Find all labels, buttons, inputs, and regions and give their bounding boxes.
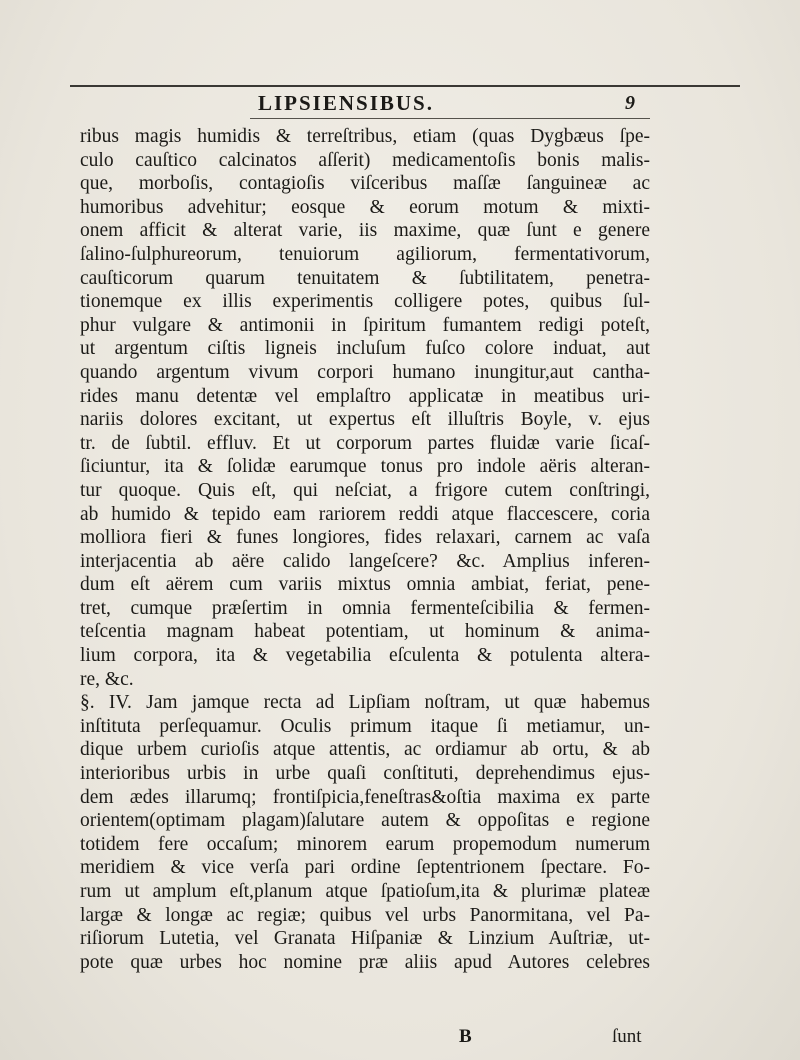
- text-line: ut argentum ciſtis ligneis incluſum fuſco colore induat, aut: [80, 338, 650, 360]
- text-line: quando argentum vivum corpori humano inungitur,aut cantha-: [80, 361, 650, 383]
- text-line: rides manu detentæ vel emplaſtro applicatæ in meatibus uri-: [80, 385, 650, 407]
- text-line: ſiciuntur, ita & ſolidæ earumque tonus pro indole aëris alteran-: [80, 456, 650, 478]
- text-line: totidem fere occaſum; minorem earum propemodum numerum: [80, 833, 650, 855]
- text-line: ſalino-ſulphureorum, tenuiorum agiliorum, fermentativorum,: [80, 243, 650, 265]
- text-line: dem ædes illarumq; frontiſpicia,feneſtras&oſtia maxima ex parte: [80, 786, 650, 808]
- text-line: interioribus urbis in urbe quaſi conſtituti, deprehendimus ejus-: [80, 763, 650, 785]
- text-line: orientem(optimam plagam)ſalutare autem & oppoſitas e regione: [80, 810, 650, 832]
- text-line: phur vulgare & antimonii in ſpiritum fumantem redigi poteſt,: [80, 314, 650, 336]
- page-footer: [0, 1026, 800, 1052]
- header-rule: [250, 118, 650, 119]
- text-line: culo cauſtico calcinatos aſſerit) medicamentoſis bonis malis-: [80, 149, 650, 171]
- page-header: [0, 90, 800, 120]
- text-line: que, morboſis, contagioſis viſceribus maſſæ ſanguineæ ac: [80, 173, 650, 195]
- text-line: pote quæ urbes hoc nomine præ aliis apud Autores celebres: [80, 951, 650, 973]
- text-line: riſiorum Lutetia, vel Granata Hiſpaniæ & Linzium Auſtriæ, ut-: [80, 928, 650, 950]
- text-line: onem afficit & alterat varie, iis maxime, quæ ſunt e genere: [80, 220, 650, 242]
- text-line: dique urbem curioſis atque attentis, ac ordiamur ab ortu, & ab: [80, 739, 650, 761]
- text-line: teſcentia magnam habeat potentiam, ut hominum & anima-: [80, 621, 650, 643]
- text-line: lium corpora, ita & vegetabilia eſculenta & potulenta altera-: [80, 645, 650, 667]
- text-line: tur quoque. Quis eſt, qui neſciat, a frigore cutem conſtringi,: [80, 479, 650, 501]
- catchword: ſunt: [612, 1026, 642, 1047]
- text-line: humoribus advehitur; eosque & eorum motum & mixti-: [80, 196, 650, 218]
- running-head: LIPSIENSIBUS.: [258, 91, 434, 115]
- text-line: tret, cumque præſertim in omnia fermenteſcibilia & fermen-: [80, 597, 650, 619]
- text-line: re, &c.: [80, 668, 134, 690]
- text-line: meridiem & vice verſa pari ordine ſeptentrionem ſpectare. Fo-: [80, 857, 650, 879]
- section-heading-line: §. IV. Jam jamque recta ad Lipſiam noſtram, ut quæ habemus: [80, 692, 650, 714]
- text-line: nariis dolores excitant, ut expertus eſt illuſtris Boyle, v. ejus: [80, 409, 650, 431]
- text-line: tr. de ſubtil. effluv. Et ut corporum partes fluidæ varie ſicaſ-: [80, 432, 650, 454]
- body-text: [80, 125, 650, 974]
- text-line: inſtituta perſequamur. Oculis primum itaque ſi metiamur, un-: [80, 715, 650, 737]
- text-line: tionemque ex illis experimentis colligere potes, quibus ſul-: [80, 291, 650, 313]
- signature-mark: B: [459, 1026, 472, 1047]
- text-line: largæ & longæ ac regiæ; quibus vel urbs Panormitana, vel Pa-: [80, 904, 650, 926]
- text-line: dum eſt aërem cum variis mixtus omnia ambiat, feriat, pene-: [80, 574, 650, 596]
- text-line: cauſticorum quarum tenuitatem & ſubtilitatem, penetra-: [80, 267, 650, 289]
- top-rule: [70, 85, 740, 87]
- text-line: molliora fieri & funes longiores, fides relaxari, carnem ac vaſa: [80, 527, 650, 549]
- text-line: ab humido & tepido eam rariorem reddi atque flaccescere, coria: [80, 503, 650, 525]
- text-line: interjacentia ab aëre calido langeſcere? &c. Amplius inferen-: [80, 550, 650, 572]
- text-line: rum ut amplum eſt,planum atque ſpatioſum,ita & plurimæ plateæ: [80, 881, 650, 902]
- page-number: 9: [625, 92, 635, 114]
- text-line: ribus magis humidis & terreſtribus, etiam (quas Dygbæus ſpe-: [80, 126, 650, 147]
